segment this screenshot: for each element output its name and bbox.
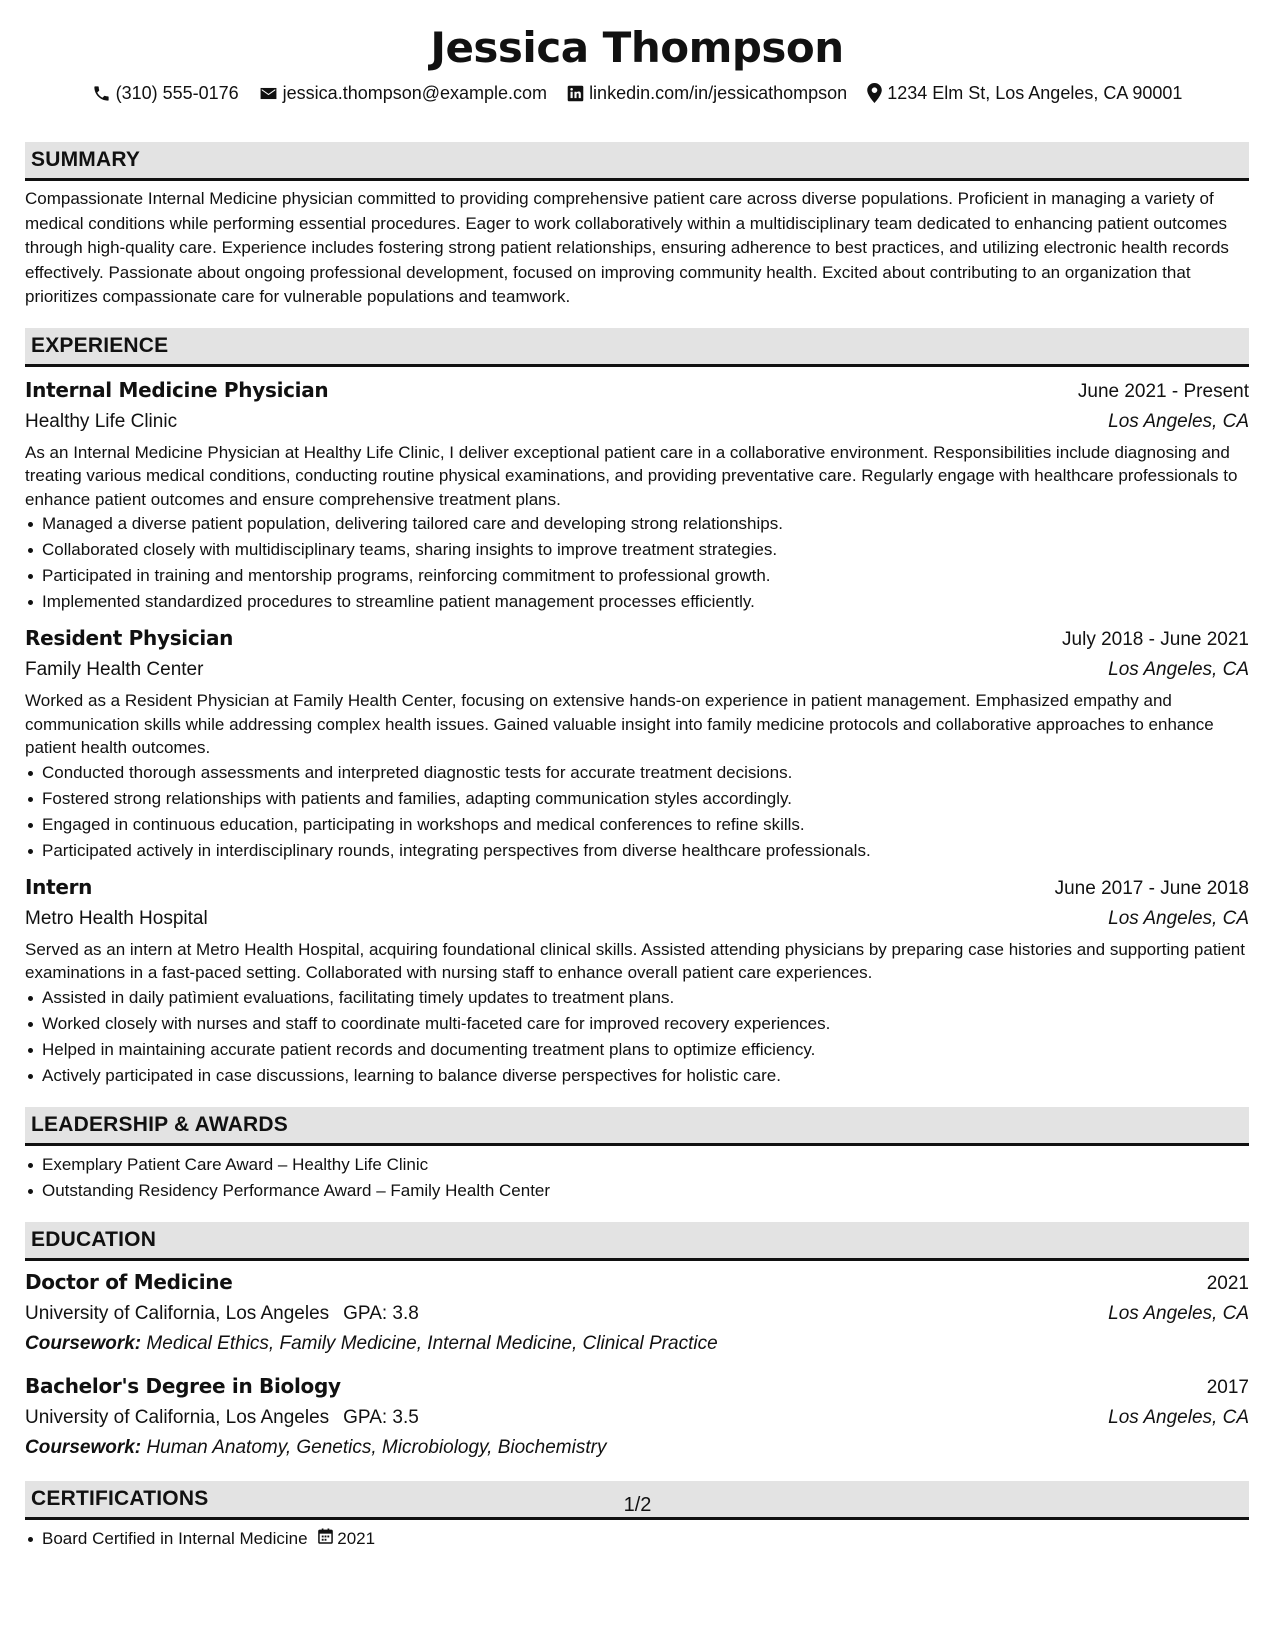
- list-item: Collaborated closely with multidisciplinary teams, sharing insights to improve treatment strategies.: [42, 537, 1249, 563]
- experience-entry: [25, 375, 1249, 616]
- summary-heading: SUMMARY: [25, 142, 1249, 181]
- envelope-icon: [259, 84, 278, 103]
- coursework-label: Coursework:: [25, 1332, 142, 1354]
- degree-title: Doctor of Medicine: [25, 1269, 233, 1294]
- job-location: Los Angeles, CA: [1108, 410, 1249, 432]
- list-item: Implemented standardized procedures to streamline patient management processes efficiently.: [42, 589, 1249, 615]
- contact-info: [25, 80, 1249, 106]
- list-item: Outstanding Residency Performance Award – Family Health Center: [42, 1178, 1249, 1204]
- certifications-list: [25, 1526, 1249, 1552]
- coursework: [25, 1329, 1249, 1359]
- awards-list: [25, 1152, 1249, 1204]
- education-entry: [25, 1267, 1249, 1359]
- job-description: Worked as a Resident Physician at Family Health Center, focusing on extensive hands-on experience in patient management. Emphasized empathy and communication skills while addressing complex health issues. Gained valuable insight into family medicine protocols and collaborative approaches to enhance patient health outcomes.: [25, 691, 1214, 757]
- contact-phone: [92, 80, 239, 106]
- coursework-list: Human Anatomy, Genetics, Microbiology, Biochemistry: [146, 1436, 607, 1458]
- job-dates: June 2021 - Present: [1077, 380, 1249, 402]
- job-title: Intern: [25, 874, 93, 899]
- certification-year: 2021: [337, 1528, 376, 1548]
- address-text: 1234 Elm St, Los Angeles, CA 90001: [887, 83, 1183, 103]
- calendar-icon: [318, 1526, 333, 1552]
- job-organization: Family Health Center: [25, 659, 204, 680]
- coursework-label: Coursework:: [25, 1436, 142, 1458]
- list-item: Participated actively in interdisciplinary rounds, integrating perspectives from diverse healthcare professionals.: [42, 838, 1249, 864]
- school-location: Los Angeles, CA: [1108, 1406, 1249, 1428]
- job-description: Served as an intern at Metro Health Hospital, acquiring foundational clinical skills. Assisted attending physicians by preparing case histories and supporting patient examinations in a fast-paced setting. Collaborated with nursing staff to enhance overall patient care experiences.: [25, 939, 1245, 982]
- degree-year: 2017: [1206, 1376, 1249, 1398]
- summary-text: Compassionate Internal Medicine physician committed to providing comprehensive patient care across diverse populations. Proficient in managing a variety of medical conditions while performing essential procedures. Eager to work collaboratively within a multidisciplinary team dedicated to enhancing patient outcomes through high-quality care. Experience includes fostering strong patient relationships, ensuring adherence to best practices, and utilizing electronic health records effectively. Passionate about ongoing professional development, focused on improving community health. Excited about contributing to an organization that prioritizes compassionate care for vulnerable populations and teamwork.: [25, 189, 1229, 306]
- certifications-heading: CERTIFICATIONS: [25, 1481, 1249, 1520]
- degree-year: 2021: [1206, 1272, 1249, 1294]
- linkedin-text[interactable]: linkedin.com/in/jessicathompson: [589, 83, 848, 103]
- email-text[interactable]: jessica.thompson@example.com: [282, 83, 548, 103]
- resume-page: [25, 18, 1249, 1552]
- school-location: Los Angeles, CA: [1108, 1302, 1249, 1324]
- job-description: As an Internal Medicine Physician at Healthy Life Clinic, I deliver exceptional patient care in a collaborative environment. Responsibilities include diagnosing and treating various medical conditions, conducting routine physical examinations, and providing preventative care. Regularly engage with healthcare professionals to enhance patient outcomes and ensure comprehensive treatment plans.: [25, 442, 1238, 509]
- certification-date: [318, 1526, 375, 1552]
- contact-linkedin[interactable]: [567, 80, 847, 106]
- experience-heading: EXPERIENCE: [25, 328, 1249, 367]
- school-name: University of California, Los Angeles: [25, 1302, 330, 1324]
- list-item: Conducted thorough assessments and interpreted diagnostic tests for accurate treatment decisions.: [42, 760, 1249, 786]
- list-item: Actively participated in case discussions, learning to balance diverse perspectives for holistic care.: [42, 1063, 1249, 1089]
- candidate-name: Jessica Thompson: [430, 23, 844, 72]
- job-organization: Metro Health Hospital: [25, 907, 208, 929]
- job-bullets: [25, 511, 1249, 615]
- list-item: Helped in maintaining accurate patient records and documenting treatment plans to optimize efficiency.: [42, 1037, 1249, 1063]
- list-item: Exemplary Patient Care Award – Healthy Life Clinic: [42, 1152, 1249, 1178]
- education-entry: [25, 1371, 1249, 1463]
- job-location: Los Angeles, CA: [1108, 659, 1249, 680]
- job-title: Internal Medicine Physician: [25, 377, 329, 402]
- job-dates: June 2017 - June 2018: [1054, 877, 1249, 899]
- list-item: Worked closely with nurses and staff to coordinate multi-faceted care for improved recovery experiences.: [42, 1011, 1249, 1037]
- experience-entry: [25, 623, 1249, 864]
- contact-address: [867, 80, 1182, 106]
- job-organization: Healthy Life Clinic: [25, 410, 178, 432]
- job-title: Resident Physician: [25, 626, 234, 650]
- leadership-heading: LEADERSHIP & AWARDS: [25, 1107, 1249, 1146]
- list-item: Participated in training and mentorship programs, reinforcing commitment to professional growth.: [42, 563, 1249, 589]
- map-pin-icon: [867, 83, 882, 103]
- coursework-list: Medical Ethics, Family Medicine, Internal Medicine, Clinical Practice: [146, 1332, 718, 1354]
- list-item: Engaged in continuous education, participating in workshops and medical conferences to refine skills.: [42, 812, 1249, 838]
- list-item: [42, 1526, 1249, 1552]
- certification-name: Board Certified in Internal Medicine: [42, 1528, 308, 1548]
- job-dates: July 2018 - June 2021: [1062, 629, 1249, 650]
- page-number: 1/2: [623, 1494, 652, 1516]
- gpa: GPA: 3.5: [343, 1406, 419, 1428]
- phone-text: (310) 555-0176: [115, 83, 239, 103]
- list-item: Assisted in daily patìmient evaluations, facilitating timely updates to treatment plans.: [42, 985, 1249, 1011]
- coursework: [25, 1433, 1249, 1463]
- education-heading: EDUCATION: [25, 1222, 1249, 1261]
- experience-entry: [25, 872, 1249, 1089]
- job-location: Los Angeles, CA: [1108, 907, 1249, 929]
- school-name: University of California, Los Angeles: [25, 1406, 330, 1428]
- phone-icon: [92, 84, 111, 103]
- linkedin-icon: [567, 85, 584, 102]
- contact-email[interactable]: [259, 80, 547, 106]
- job-bullets: [25, 985, 1249, 1089]
- degree-title: Bachelor's Degree in Biology: [25, 1373, 341, 1398]
- job-bullets: [25, 760, 1249, 864]
- gpa: GPA: 3.8: [343, 1302, 419, 1324]
- list-item: Fostered strong relationships with patients and families, adapting communication styles accordingly.: [42, 786, 1249, 812]
- list-item: Managed a diverse patient population, delivering tailored care and developing strong relationships.: [42, 511, 1249, 537]
